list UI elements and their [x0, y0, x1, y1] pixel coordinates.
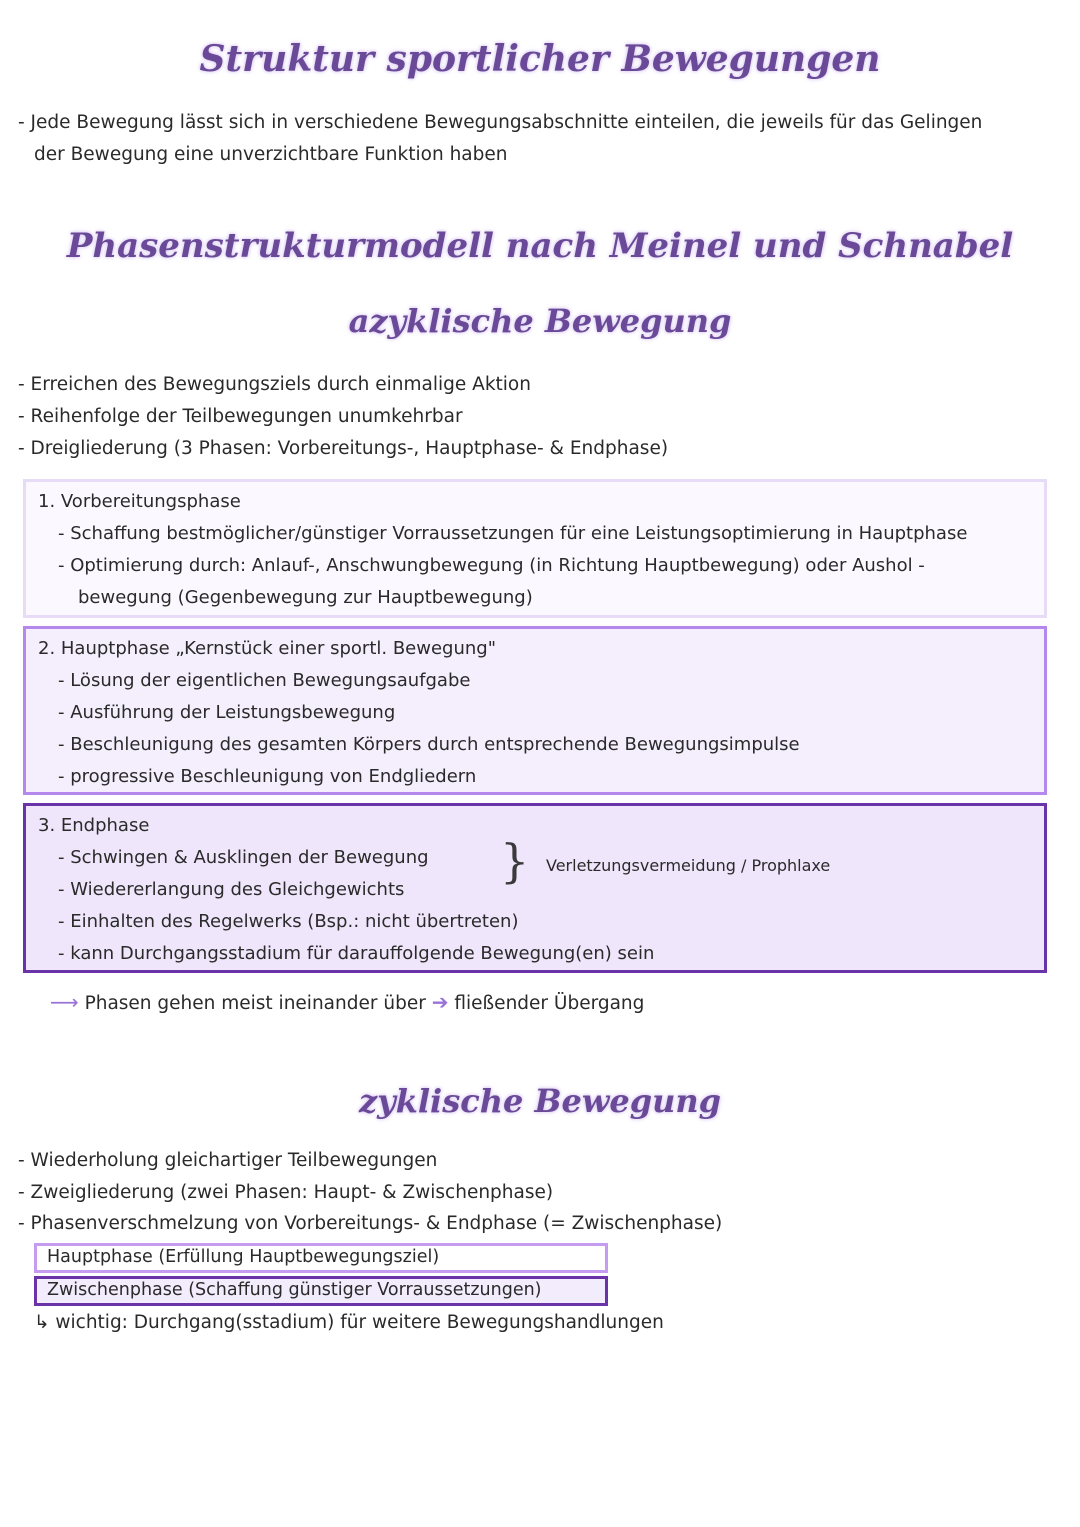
azyklisch-bullet: - Reihenfolge der Teilbewegungen unumkehrbar — [18, 406, 463, 427]
phase-line: bewegung (Gegenbewegung zur Hauptbewegung) — [78, 587, 533, 608]
phase-line: - Lösung der eigentlichen Bewegungsaufgabe — [58, 670, 471, 691]
phase-line: - progressive Beschleunigung von Endgliedern — [58, 766, 477, 787]
phase-title: 3. Endphase — [38, 815, 150, 836]
zyklisch-bullet: - Zweigliederung (zwei Phasen: Haupt- & Zwischenphase) — [18, 1182, 554, 1203]
transition-result: fließender Übergang — [454, 993, 645, 1014]
phase-line: - Wiedererlangung des Gleichgewichts — [58, 879, 405, 900]
phase-title: 1. Vorbereitungsphase — [38, 491, 241, 512]
transition-line — [50, 990, 644, 1014]
phase-line: - Schwingen & Ausklingen der Bewegung — [58, 847, 429, 868]
phase-box-haupt — [23, 626, 1047, 795]
intro-line: der Bewegung eine unverzichtbare Funktion haben — [34, 144, 508, 165]
zyklisch-bullet: - Wiederholung gleichartiger Teilbewegungen — [18, 1150, 438, 1171]
phase-line: - Schaffung bestmöglicher/günstiger Vorraussetzungen für eine Leistungsoptimierung in Hauptphase — [58, 523, 968, 544]
transition-text: Phasen gehen meist ineinander über — [84, 993, 426, 1014]
phase-line: - Einhalten des Regelwerks (Bsp.: nicht übertreten) — [58, 911, 519, 932]
phase-box-end — [23, 803, 1047, 973]
brace-note: Verletzungsvermeidung / Prophlaxe — [546, 856, 831, 875]
phase-box-vorbereitung — [23, 479, 1047, 618]
curly-brace-icon: } — [500, 834, 530, 888]
azyklisch-heading: azyklische Bewegung — [348, 302, 732, 340]
phase-line: - Beschleunigung des gesamten Körpers durch entsprechende Bewegungsimpulse — [58, 734, 800, 755]
zwischenphase-box: Zwischenphase (Schaffung günstiger Vorraussetzungen) — [34, 1276, 608, 1306]
intro-line: - Jede Bewegung lässt sich in verschiedene Bewegungsabschnitte einteilen, die jeweils für das Gelingen — [18, 112, 983, 133]
final-note: ↳ wichtig: Durchgang(sstadium) für weitere Bewegungshandlungen — [34, 1312, 664, 1333]
zyklisch-heading: zyklische Bewegung — [358, 1082, 722, 1120]
phase-line: - kann Durchgangsstadium für darauffolgende Bewegung(en) sein — [58, 943, 655, 964]
phase-line: - Optimierung durch: Anlauf-, Anschwungbewegung (in Richtung Hauptbewegung) oder Aushol - — [58, 555, 925, 576]
hauptphase-box: Hauptphase (Erfüllung Hauptbewegungsziel) — [34, 1243, 608, 1273]
azyklisch-bullet: - Erreichen des Bewegungsziels durch einmalige Aktion — [18, 374, 531, 395]
phase-title: 2. Hauptphase „Kernstück einer sportl. Bewegung" — [38, 638, 496, 659]
azyklisch-bullet: - Dreigliederung (3 Phasen: Vorbereitungs-, Hauptphase- & Endphase) — [18, 438, 669, 459]
phase-line: - Ausführung der Leistungsbewegung — [58, 702, 396, 723]
arrow-right-icon: ➔ — [431, 990, 449, 1014]
zyklisch-bullet: - Phasenverschmelzung von Vorbereitungs- & Endphase (= Zwischenphase) — [18, 1213, 723, 1234]
page-title: Struktur sportlicher Bewegungen — [199, 38, 881, 80]
model-title: Phasenstrukturmodell nach Meinel und Schnabel — [66, 226, 1014, 266]
arrow-right-icon: ⟶ — [50, 990, 79, 1014]
